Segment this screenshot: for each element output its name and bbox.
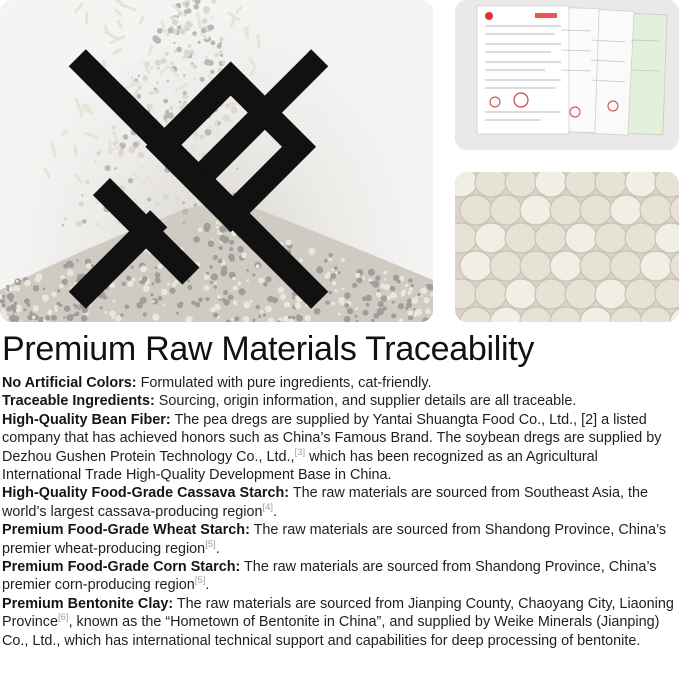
litter-sticks-closeup-image	[455, 172, 679, 322]
reference-marker: [3]	[294, 446, 306, 458]
stick-end	[595, 172, 627, 197]
feature-item	[2, 484, 674, 521]
stick-end	[670, 195, 679, 225]
stick-end	[490, 307, 522, 322]
feature-label: High-Quality Bean Fiber:	[2, 411, 171, 428]
pellet	[203, 6, 210, 13]
closeup-stick-group	[455, 172, 679, 322]
feature-item	[2, 595, 674, 650]
stick-end	[455, 279, 477, 309]
stick	[114, 8, 123, 17]
feature-text-cont: .	[205, 577, 210, 594]
stick-end	[475, 172, 507, 197]
stick-end	[520, 307, 552, 322]
stick-end	[520, 251, 552, 281]
stick-end	[535, 279, 567, 309]
pile-granule	[420, 287, 427, 294]
pellet	[194, 4, 200, 10]
stick-end	[520, 195, 552, 225]
feature-list	[2, 374, 674, 650]
feature-label: Premium Food-Grade Wheat Starch:	[2, 522, 250, 539]
stick-end	[640, 307, 672, 322]
feature-item	[2, 411, 674, 485]
pile-granule	[415, 309, 422, 316]
feature-item	[2, 374, 674, 392]
feature-label: Traceable Ingredients:	[2, 393, 155, 410]
feature-label: Premium Bentonite Clay:	[2, 595, 174, 612]
reference-marker: [5]	[194, 575, 206, 587]
pile-granule	[417, 293, 420, 296]
stick-end	[550, 251, 582, 281]
pile-granule	[425, 308, 431, 314]
stick	[120, 3, 137, 12]
stick-end	[455, 172, 477, 197]
stick	[235, 4, 244, 15]
stick-end	[625, 223, 657, 253]
pile-granule	[426, 284, 430, 288]
stick-end	[580, 251, 612, 281]
stick-end	[625, 279, 657, 309]
feature-label: No Artificial Colors:	[2, 375, 137, 391]
stick-end	[565, 172, 597, 197]
feature-text: Formulated with pure ingredients, cat-friendly.	[136, 375, 432, 391]
reference-marker: [4]	[262, 502, 274, 514]
reference-marker: [5]	[205, 538, 216, 550]
stick-end	[490, 251, 522, 281]
pile-granule	[423, 297, 429, 303]
litter-pellets-image	[0, 0, 433, 322]
pellet	[211, 0, 216, 3]
feature-text: The pea dregs are supplied by Yantai Shuangta Food Co., Ltd., [2] a listed company that has achieved honors such as China’s Famous Brand. The soybean dregs are supplied by Dezhou Gushen Protein Technology Co., Ltd.,	[2, 411, 662, 465]
feature-item	[2, 558, 674, 595]
stick-end	[475, 279, 507, 309]
inspection-documents-image	[455, 0, 679, 150]
feature-item	[2, 521, 674, 558]
stick-end	[505, 279, 537, 309]
pellet	[195, 0, 201, 4]
stick-end	[580, 195, 612, 225]
stick-end	[580, 307, 612, 322]
page-title: Premium Raw Materials Traceability	[2, 330, 535, 368]
feature-text-cont: .	[273, 503, 278, 520]
reference-marker: [6]	[58, 612, 69, 624]
pellet	[182, 2, 185, 5]
pellet	[184, 10, 188, 14]
stick-end	[640, 195, 672, 225]
feature-text: The raw materials are sourced from Southeast Asia, the world’s largest cassava-producing region	[2, 485, 648, 520]
stick-end	[565, 223, 597, 253]
stick-end	[670, 251, 679, 281]
stick-end	[460, 307, 492, 322]
stick-end	[460, 251, 492, 281]
stick-end	[610, 195, 642, 225]
feature-text: Sourcing, origin information, and supplier details are all traceable.	[154, 393, 577, 410]
crossed-tools-icon	[0, 18, 415, 322]
stick-end	[455, 223, 477, 253]
stick-end	[475, 223, 507, 253]
feature-text-cont: .	[215, 540, 220, 557]
stick-end	[505, 223, 537, 253]
stick-end	[595, 223, 627, 253]
stick-end	[625, 172, 657, 197]
stick-end	[460, 195, 492, 225]
feature-text: The raw materials are sourced from Shandong Province, China’s premier wheat-producing region	[2, 522, 667, 557]
feature-text-cont: , known as the “Hometown of Bentonite in China”, and supplied by Weike Minerals (Jianping) Co., Ltd., which has international technical support and capabilities for deep processing of bentonite.	[2, 614, 660, 649]
stick	[74, 3, 84, 14]
feature-label: High-Quality Food-Grade Cassava Starch:	[2, 485, 290, 502]
sticks-illustration	[455, 172, 679, 322]
pellet	[186, 3, 189, 6]
feature-text-cont: which has been recognized as an Agricultural International Trade High-Quality Development Base in China.	[2, 448, 598, 484]
stick-end	[655, 223, 679, 253]
documents-illustration	[455, 0, 679, 150]
stick-end	[535, 223, 567, 253]
feature-text: The raw materials are sourced from Shandong Province, China’s premier corn-producing region	[2, 559, 657, 594]
stick-end	[505, 172, 537, 197]
stick-end	[535, 172, 567, 197]
stick-end	[610, 251, 642, 281]
stick-end	[640, 251, 672, 281]
stick-end	[595, 279, 627, 309]
stick-end	[550, 195, 582, 225]
stick-end	[550, 307, 582, 322]
stick-end	[490, 195, 522, 225]
stick-end	[655, 172, 679, 197]
feature-label: Premium Food-Grade Corn Starch:	[2, 559, 241, 576]
feature-text: The raw materials are sourced from Jianping County, Chaoyang City, Liaoning Province	[2, 595, 674, 631]
stick-end	[610, 307, 642, 322]
feature-item	[2, 392, 674, 410]
stick-end	[565, 279, 597, 309]
stick-end	[655, 279, 679, 309]
